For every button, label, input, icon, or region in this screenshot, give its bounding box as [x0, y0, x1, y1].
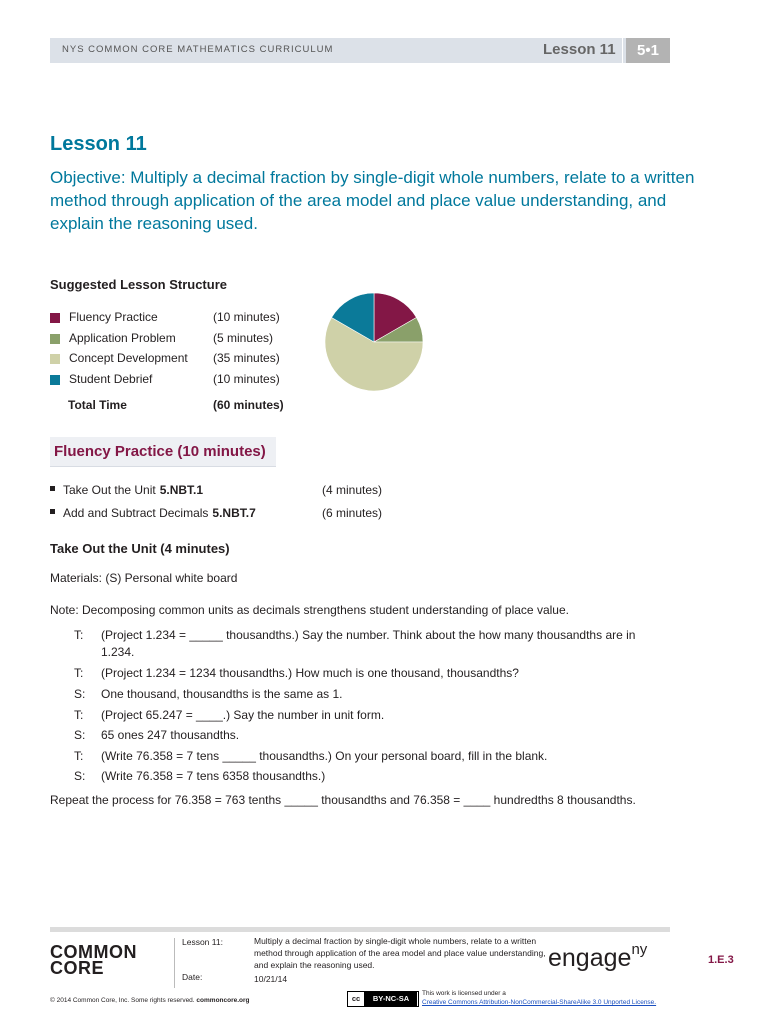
header-curriculum: NYS COMMON CORE MATHEMATICS CURRICULUM: [62, 44, 334, 55]
dialogue-speaker: T:: [74, 628, 84, 642]
dialogue-speaker: T:: [74, 749, 84, 763]
structure-heading: Suggested Lesson Structure: [50, 277, 227, 292]
note-line: Note: Decomposing common units as decimals strengthens student understanding of place value.: [50, 603, 569, 617]
copyright-site: commoncore.org: [196, 997, 250, 1004]
common-core-logo: [50, 944, 137, 976]
cc-icon: cc: [348, 992, 365, 1006]
fluency-item-standard: 5.NBT.7: [212, 506, 256, 520]
fluency-item-label: Add and Subtract Decimals: [63, 506, 209, 520]
dialogue-speaker: T:: [74, 666, 84, 680]
copyright: [50, 997, 250, 1004]
ny-text: ny: [631, 941, 648, 958]
dialogue-text: (Write 76.358 = 7 tens 6358 thousandths.): [101, 769, 326, 783]
footer-lesson-label: Lesson 11:: [182, 937, 223, 947]
dialogue-text: (Project 65.247 = ____.) Say the number in unit form.: [101, 708, 385, 722]
swatch-debrief: [50, 375, 60, 385]
header-module-badge: 5•1: [626, 38, 670, 63]
structure-time: (10 minutes): [213, 310, 280, 324]
dialogue-text: (Project 1.234 = 1234 thousandths.) How much is one thousand, thousandths?: [101, 666, 519, 680]
bullet-icon: [50, 509, 55, 514]
page-number: 1.E.3: [708, 954, 734, 966]
repeat-instruction: Repeat the process for 76.358 = 763 tenths _____ thousandths and 76.358 = ____ hundredths 8 thousandths.: [50, 793, 636, 807]
footer-date: 10/21/14: [254, 974, 288, 984]
dialogue-speaker: T:: [74, 708, 84, 722]
total-label: Total Time: [68, 398, 127, 412]
structure-label: Student Debrief: [69, 372, 153, 386]
engageny-logo: [548, 941, 648, 973]
engage-text: engage: [548, 944, 632, 972]
lesson-title: Lesson 11: [50, 133, 147, 155]
fluency-title: Fluency Practice (10 minutes): [54, 443, 266, 460]
fluency-item-label: Take Out the Unit: [63, 483, 156, 497]
lesson-structure-pie-chart: [324, 292, 424, 392]
logo-line: CORE: [50, 958, 105, 978]
structure-label: Fluency Practice: [69, 310, 158, 324]
footer-date-label: Date:: [182, 972, 203, 982]
section-heading: Take Out the Unit (4 minutes): [50, 541, 230, 556]
footer-objective: Multiply a decimal fraction by single-digit whole numbers, relate to a written method through application of the area model and place value understanding, and explain the reasoning used.: [254, 936, 546, 970]
structure-label: Application Problem: [69, 331, 176, 345]
structure-time: (10 minutes): [213, 372, 280, 386]
dialogue-text: 65 ones 247 thousandths.: [101, 728, 240, 742]
footer-rule: [50, 927, 670, 932]
creative-commons-badge[interactable]: [347, 991, 419, 1007]
swatch-fluency: [50, 313, 60, 323]
swatch-application: [50, 334, 60, 344]
dialogue-text: (Write 76.358 = 7 tens _____ thousandths.) On your personal board, fill in the blank.: [101, 749, 548, 763]
materials-line: Materials: (S) Personal white board: [50, 571, 238, 585]
structure-label: Concept Development: [69, 351, 188, 365]
dialogue-speaker: S:: [74, 769, 86, 783]
swatch-concept: [50, 354, 60, 364]
license-text: This work is licensed under a: [422, 990, 506, 997]
structure-time: (5 minutes): [213, 331, 274, 345]
license-link[interactable]: Creative Commons Attribution-NonCommercial-ShareAlike 3.0 Unported License.: [422, 999, 657, 1006]
footer-divider: [174, 938, 175, 988]
header-separator: [622, 38, 623, 63]
bullet-icon: [50, 486, 55, 491]
header-lesson: Lesson 11: [543, 41, 616, 58]
lesson-objective: Objective: Multiply a decimal fraction by single-digit whole numbers, relate to a written method through application of the area model and place value understanding, and explain the reasoning used.: [50, 168, 695, 233]
fluency-item-time: (4 minutes): [322, 483, 383, 497]
dialogue-speaker: S:: [74, 728, 86, 742]
cc-license-type: BY-NC-SA: [365, 992, 417, 1006]
structure-time: (35 minutes): [213, 351, 280, 365]
total-time: (60 minutes): [213, 398, 284, 412]
fluency-item-standard: 5.NBT.1: [159, 483, 204, 497]
dialogue-text: One thousand, thousandths is the same as 1.: [101, 687, 343, 701]
fluency-item-time: (6 minutes): [322, 506, 383, 520]
copyright-text: © 2014 Common Core, Inc. Some rights reserved.: [50, 997, 195, 1004]
dialogue-speaker: S:: [74, 687, 86, 701]
logo-line: COMMON: [50, 942, 137, 962]
dialogue-text: (Project 1.234 = _____ thousandths.) Say the number. Think about the how many thousandths are in 1.234.: [101, 628, 636, 659]
